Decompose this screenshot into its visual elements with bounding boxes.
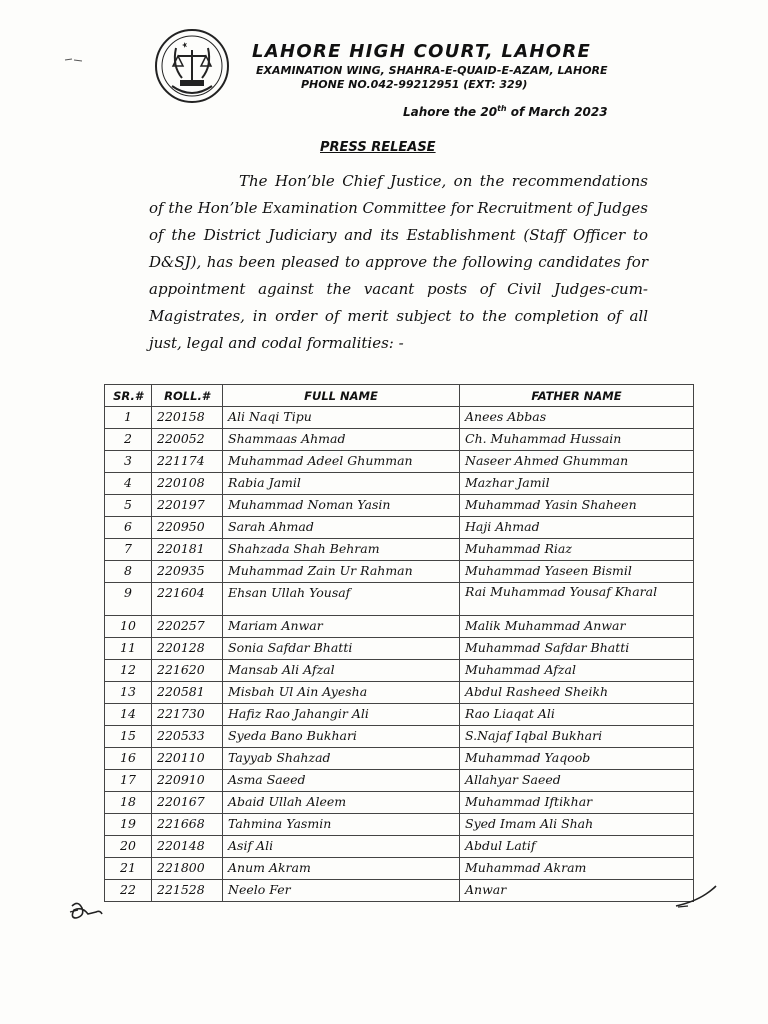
table-row [105, 682, 694, 704]
col-header-full-name: FULL NAME [223, 385, 460, 407]
cell-father-name: S.Najaf Iqbal Bukhari [460, 726, 694, 748]
cell-sr: 4 [105, 473, 152, 495]
cell-full-name: Syeda Bano Bukhari [223, 726, 460, 748]
col-header-father-name: FATHER NAME [460, 385, 694, 407]
court-address: EXAMINATION WING, SHAHRA-E-QUAID-E-AZAM, LAHORE [256, 64, 608, 77]
cell-full-name: Muhammad Zain Ur Rahman [223, 561, 460, 583]
cell-father-name: Anees Abbas [460, 407, 694, 429]
table-row [105, 407, 694, 429]
cell-sr: 11 [105, 638, 152, 660]
cell-father-name: Muhammad Yasin Shaheen [460, 495, 694, 517]
cell-roll: 220167 [152, 792, 223, 814]
cell-roll: 221730 [152, 704, 223, 726]
cell-sr: 10 [105, 616, 152, 638]
cell-father-name: Mazhar Jamil [460, 473, 694, 495]
table-row [105, 583, 694, 616]
cell-father-name: Muhammad Yaqoob [460, 748, 694, 770]
cell-roll: 220257 [152, 616, 223, 638]
cell-sr: 7 [105, 539, 152, 561]
cell-full-name: Asif Ali [223, 836, 460, 858]
candidates-table [104, 384, 694, 902]
cell-roll: 220108 [152, 473, 223, 495]
cell-sr: 8 [105, 561, 152, 583]
table-row [105, 858, 694, 880]
cell-father-name: Anwar [460, 880, 694, 902]
table-row [105, 770, 694, 792]
table-row [105, 660, 694, 682]
table-row [105, 726, 694, 748]
cell-father-name: Rao Liaqat Ali [460, 704, 694, 726]
court-seal-icon [154, 28, 230, 104]
cell-full-name: Anum Akram [223, 858, 460, 880]
cell-father-name: Abdul Rasheed Sheikh [460, 682, 694, 704]
cell-father-name: Abdul Latif [460, 836, 694, 858]
cell-full-name: Rabia Jamil [223, 473, 460, 495]
cell-sr: 21 [105, 858, 152, 880]
cell-full-name: Hafiz Rao Jahangir Ali [223, 704, 460, 726]
cell-father-name: Syed Imam Ali Shah [460, 814, 694, 836]
cell-roll: 221620 [152, 660, 223, 682]
table-row [105, 429, 694, 451]
table-row [105, 473, 694, 495]
table-row [105, 517, 694, 539]
cell-father-name: Naseer Ahmed Ghumman [460, 451, 694, 473]
table-row [105, 880, 694, 902]
date-suffix: of March 2023 [506, 105, 608, 119]
cell-sr: 18 [105, 792, 152, 814]
table-row [105, 616, 694, 638]
cell-full-name: Shammaas Ahmad [223, 429, 460, 451]
cell-full-name: Ali Naqi Tipu [223, 407, 460, 429]
cell-roll: 220128 [152, 638, 223, 660]
cell-roll: 220181 [152, 539, 223, 561]
table-row [105, 561, 694, 583]
cell-sr: 1 [105, 407, 152, 429]
cell-full-name: Neelo Fer [223, 880, 460, 902]
press-release-body: The Hon’ble Chief Justice, on the recommendations of the Hon’ble Examination Committee for Recruitment of Judges of the District Judiciary and its Establishment (Staff Officer to D&SJ), has been pleased to approve the following candidates for appointment against the vacant posts of Civil Judges-cum-Magistrates, in order of merit subject to the completion of all just, legal and codal formalities: - [149, 172, 648, 352]
page-title: PRESS RELEASE [320, 140, 436, 155]
cell-roll: 221604 [152, 583, 223, 616]
col-header-sr: SR.# [105, 385, 152, 407]
table-header-row [105, 385, 694, 407]
court-title: LAHORE HIGH COURT, LAHORE [252, 41, 592, 62]
cell-sr: 19 [105, 814, 152, 836]
cell-sr: 2 [105, 429, 152, 451]
cell-roll: 220935 [152, 561, 223, 583]
cell-sr: 5 [105, 495, 152, 517]
cell-full-name: Tahmina Yasmin [223, 814, 460, 836]
cell-sr: 9 [105, 583, 152, 616]
table-row [105, 792, 694, 814]
table-row [105, 814, 694, 836]
cell-full-name: Mariam Anwar [223, 616, 460, 638]
cell-roll: 220581 [152, 682, 223, 704]
cell-roll: 220110 [152, 748, 223, 770]
pen-stroke-icon [674, 884, 718, 910]
date-line [403, 105, 608, 119]
cell-full-name: Ehsan Ullah Yousaf [223, 583, 460, 616]
date-ordinal: th [497, 104, 507, 113]
cell-roll: 220148 [152, 836, 223, 858]
court-phone: PHONE NO.042-99212951 (EXT: 329) [301, 78, 528, 91]
cell-full-name: Tayyab Shahzad [223, 748, 460, 770]
cell-father-name: Muhammad Iftikhar [460, 792, 694, 814]
col-header-roll: ROLL.# [152, 385, 223, 407]
cell-father-name: Muhammad Riaz [460, 539, 694, 561]
cell-sr: 14 [105, 704, 152, 726]
cell-sr: 20 [105, 836, 152, 858]
date-prefix: Lahore the 20 [403, 105, 498, 119]
table-row [105, 638, 694, 660]
cell-roll: 220197 [152, 495, 223, 517]
cell-full-name: Shahzada Shah Behram [223, 539, 460, 561]
table-row [105, 704, 694, 726]
cell-full-name: Misbah Ul Ain Ayesha [223, 682, 460, 704]
cell-sr: 6 [105, 517, 152, 539]
cell-father-name: Muhammad Safdar Bhatti [460, 638, 694, 660]
cell-father-name: Muhammad Afzal [460, 660, 694, 682]
cell-father-name: Muhammad Akram [460, 858, 694, 880]
cell-roll: 220950 [152, 517, 223, 539]
cell-full-name: Muhammad Adeel Ghumman [223, 451, 460, 473]
cell-sr: 13 [105, 682, 152, 704]
table-row [105, 495, 694, 517]
cell-full-name: Muhammad Noman Yasin [223, 495, 460, 517]
cell-roll: 221668 [152, 814, 223, 836]
table-row [105, 539, 694, 561]
table-row [105, 836, 694, 858]
table-body [105, 407, 694, 902]
cell-roll: 220533 [152, 726, 223, 748]
cell-sr: 15 [105, 726, 152, 748]
cell-full-name: Abaid Ullah Aleem [223, 792, 460, 814]
cell-roll: 221800 [152, 858, 223, 880]
cell-roll: 220052 [152, 429, 223, 451]
handwritten-signature-icon [68, 898, 108, 922]
cell-full-name: Mansab Ali Afzal [223, 660, 460, 682]
cell-full-name: Sarah Ahmad [223, 517, 460, 539]
cell-full-name: Asma Saeed [223, 770, 460, 792]
margin-scribble-icon [64, 55, 84, 65]
cell-father-name: Rai Muhammad Yousaf Kharal [460, 583, 694, 616]
table-row [105, 748, 694, 770]
cell-roll: 221528 [152, 880, 223, 902]
cell-full-name: Sonia Safdar Bhatti [223, 638, 460, 660]
cell-sr: 12 [105, 660, 152, 682]
cell-father-name: Muhammad Yaseen Bismil [460, 561, 694, 583]
cell-roll: 220158 [152, 407, 223, 429]
cell-sr: 16 [105, 748, 152, 770]
cell-sr: 22 [105, 880, 152, 902]
cell-father-name: Allahyar Saeed [460, 770, 694, 792]
cell-father-name: Malik Muhammad Anwar [460, 616, 694, 638]
cell-roll: 220910 [152, 770, 223, 792]
cell-father-name: Haji Ahmad [460, 517, 694, 539]
cell-father-name: Ch. Muhammad Hussain [460, 429, 694, 451]
cell-sr: 17 [105, 770, 152, 792]
cell-sr: 3 [105, 451, 152, 473]
cell-roll: 221174 [152, 451, 223, 473]
table-row [105, 451, 694, 473]
